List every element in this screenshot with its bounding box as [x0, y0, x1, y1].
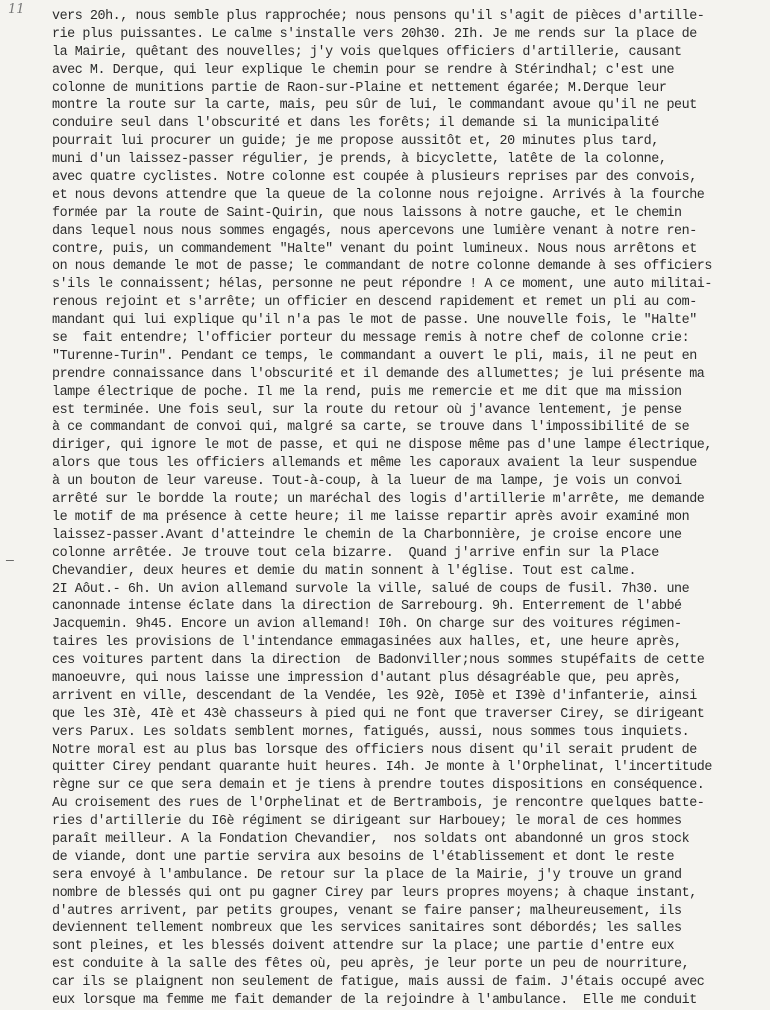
text-line: formée par la route de Saint-Quirin, que nous laissons à notre gauche, et le chemin [52, 205, 682, 221]
text-line: paraît meilleur. A la Fondation Chevandier, nos soldats ont abandonné un gros stock [52, 831, 690, 847]
text-line: ces voitures partent dans la direction de Badonviller;nous sommes stupéfaits de cette [52, 653, 705, 669]
text-line: vers 20h., nous semble plus rapprochée; nous pensons qu'il s'agit de pièces d'artille- [52, 9, 705, 24]
text-line: sera envoyé à l'ambulance. De retour sur la place de la Mairie, j'y trouve un grand [52, 867, 682, 883]
text-line: manoeuvre, qui nous laisse une impression d'autant plus désagréable que, peu après, [52, 670, 682, 686]
text-line: ries d'artillerie du I6è régiment se dirigeant sur Harbouey; le moral de ces hommes [52, 814, 682, 830]
text-line: montre la route sur la carte, mais, peu sûr de lui, le commandant avoue qu'il ne peut [52, 98, 697, 114]
text-line: renous rejoint et s'arrête; un officier en descend rapidement et remet un pli au com- [52, 295, 697, 311]
text-line: conduire seul dans l'obscurité et dans les forêts; il demande si la municipalité [52, 116, 659, 132]
text-line: laissez-passer.Avant d'atteindre le chemin de la Charbonnière, je croise encore une [52, 527, 682, 543]
text-line: vers Parux. Les soldats semblent mornes, fatigués, aussi, nous sommes tous inquiets. [52, 724, 690, 740]
margin-dash-mark: — [6, 553, 14, 568]
page-number: 11 [8, 2, 25, 17]
text-line: eux lorsque ma femme me fait demander de la rejoindre à l'ambulance. Elle me conduit [52, 992, 697, 1008]
text-line: dans lequel nous nous sommes engagés, nous apercevons une lumière venant à notre ren- [52, 223, 697, 239]
text-line: lampe électrique de poche. Il me la rend, puis me remercie et me dit que ma mission [52, 384, 682, 400]
text-line: est terminée. Une fois seul, sur la route du retour où j'avance lentement, je pense [52, 402, 682, 418]
text-line: à ce commandant de convoi qui, malgré sa carte, se trouve dans l'impossibilité de se [52, 420, 690, 436]
text-line: de viande, dont une partie servira aux besoins de l'établissement et dont le reste [52, 849, 675, 865]
text-line: diriger, qui ignore le mot de passe, et qui ne dispose même pas d'une lampe électrique, [52, 438, 712, 454]
text-line: et nous devons attendre que la queue de la colonne nous rejoigne. Arrivés à la fourche [52, 187, 705, 203]
text-line: pourrait lui procurer un guide; je me propose aussitôt et, 20 minutes plus tard, [52, 134, 659, 150]
text-line: arrêté sur le bordde la route; un maréchal des logis d'artillerie m'arrête, me demande [52, 492, 705, 508]
text-line: est conduite à la salle des fêtes où, peu après, je leur porte un peu de nourriture, [52, 957, 690, 973]
text-line: sont pleines, et les blessés doivent attendre sur la place; une partie d'entre eux [52, 939, 675, 955]
text-line: contre, puis, un commandement "Halte" venant du point lumineux. Nous nous arrêtons et [52, 241, 697, 257]
text-line: prendre connaissance dans l'obscurité et il demande des allumettes; je lui présente ma [52, 366, 705, 382]
text-line: que les 3Iè, 4Iè et 43è chasseurs à pied qui ne font que traverser Cirey, se dirigeant [52, 706, 705, 722]
text-line: muni d'un laissez-passer régulier, je prends, à bicyclette, latête de la colonne, [52, 152, 667, 168]
text-line: se fait entendre; l'officier porteur du message remis à notre chef de colonne crie: [52, 331, 690, 347]
text-line: colonne arrêtée. Je trouve tout cela bizarre. Quand j'arrive enfin sur la Place [52, 545, 659, 561]
text-line: règne sur ce que sera demain et je tiens à prendre toutes dispositions en conséquence. [52, 778, 705, 794]
text-line: Au croisement des rues de l'Orphelinat et de Bertrambois, je rencontre quelques batte- [52, 796, 705, 812]
text-line: on nous demande le mot de passe; le commandant de notre colonne demande à ses officiers [52, 259, 712, 275]
text-line: car ils se plaignent non seulement de fatigue, mais aussi de faim. J'étais occupé avec [52, 975, 705, 991]
text-line: deviennent tellement nombreux que les services sanitaires sont débordés; les salles [52, 921, 682, 937]
text-line: Notre moral est au plus bas lorsque des officiers nous disent qu'il serait prudent de [52, 742, 697, 758]
text-line: Chevandier, deux heures et demie du matin sonnent à l'église. Tout est calme. [52, 563, 637, 579]
text-line: canonnade intense éclate dans la direction de Sarrebourg. 9h. Enterrement de l'abbé [52, 599, 682, 615]
text-line: taires les provisions de l'intendance emmagasinées aux halles, et, une heure après, [52, 635, 682, 651]
text-line: le motif de ma présence à cette heure; il me laisse repartir après avoir examiné mon [52, 509, 690, 525]
text-line: s'ils le connaissent; hélas, personne ne peut répondre ! A ce moment, une auto militai- [52, 277, 712, 293]
text-line: alors que tous les officiers allemands et même les caporaux avaient la leur suspendue [52, 456, 697, 472]
text-line: quitter Cirey pendant quarante huit heures. I4h. Je monte à l'Orphelinat, l'incertitude [52, 760, 712, 776]
text-line: mandant qui lui explique qu'il n'a pas le mot de passe. Une nouvelle fois, le "Halte" [52, 313, 697, 329]
text-line: Jacquemin. 9h45. Encore un avion allemand! I0h. On charge sur des voitures régimen- [52, 617, 682, 633]
text-line: la Mairie, quêtant des nouvelles; j'y vois quelques officiers d'artillerie, causant [52, 44, 682, 60]
text-line: nombre de blessés qui ont pu gagner Cirey par leurs propres moyens; à chaque instant, [52, 885, 697, 901]
text-line: à un bouton de leur vareuse. Tout-à-coup, à la lueur de ma lampe, je vois un convoi [52, 474, 682, 490]
text-line: "Turenne-Turin". Pendant ce temps, le commandant a ouvert le pli, mais, il ne peut en [52, 348, 697, 364]
text-line: avec quatre cyclistes. Notre colonne est coupée à plusieurs reprises par des convois, [52, 170, 697, 186]
text-line: 2I Aôut.- 6h. Un avion allemand survole la ville, salué de coups de fusil. 7h30. une [52, 581, 690, 597]
text-line: rie plus puissantes. Le calme s'installe vers 20h30. 2Ih. Je me rends sur la place de [52, 26, 697, 42]
text-line: arrivent en ville, descendant de la Vendée, les 92è, I05è et I39è d'infanterie, ainsi [52, 688, 697, 704]
text-line: avec M. Derque, qui leur explique le chemin pour se rendre à Stérindhal; c'est une [52, 62, 675, 78]
text-line: colonne de munitions partie de Raon-sur-Plaine et nettement égarée; M.Derque leur [52, 80, 667, 96]
text-line: d'autres arrivent, par petits groupes, venant se faire panser; malheureusement, ils [52, 903, 682, 919]
typewritten-body [52, 8, 764, 1010]
